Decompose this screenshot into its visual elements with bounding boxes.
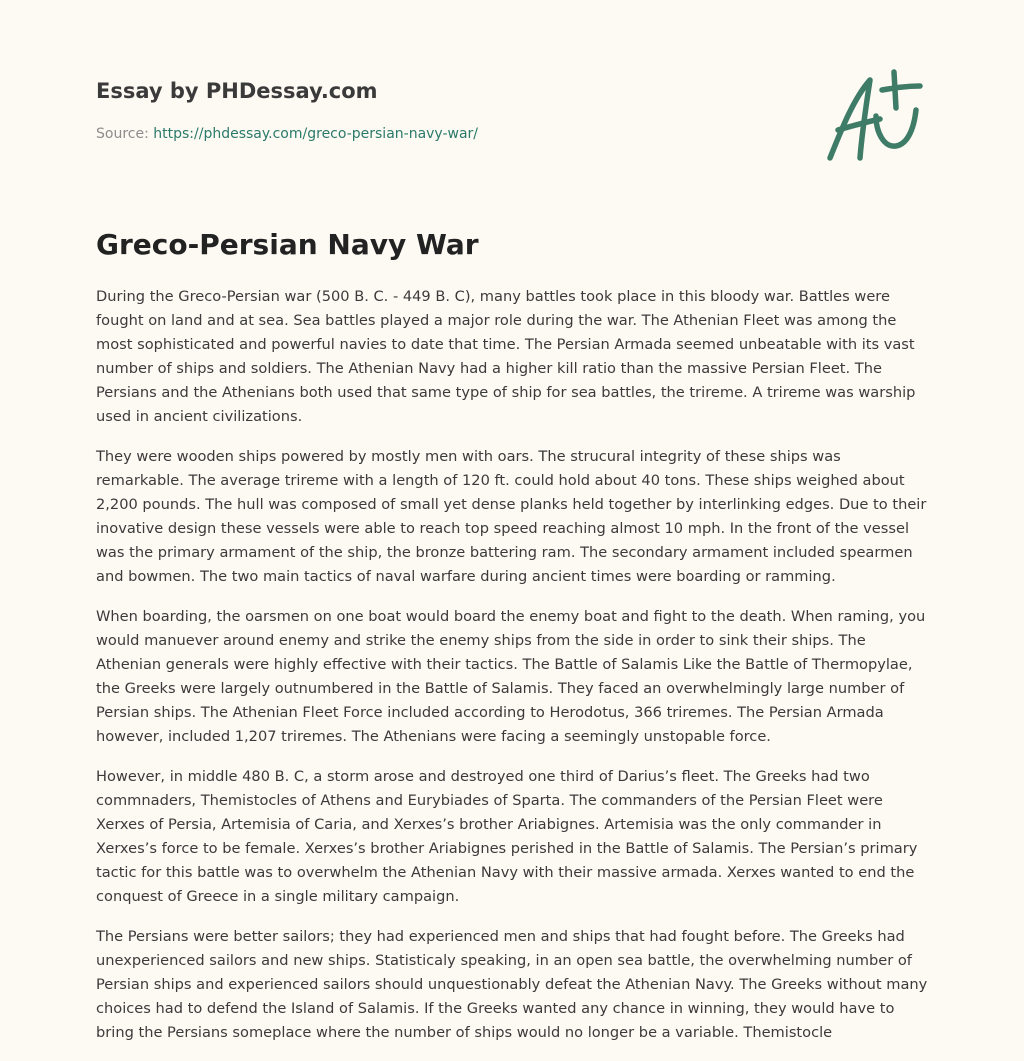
essay-paragraph: However, in middle 480 B. C, a storm arose and destroyed one third of Darius’s fleet. The Greeks had two commnaders, Themistocles of Athens and Eurybiades of Sparta. The commanders of the Persian Fleet were Xerxes of Persia, Artemisia of Caria, and Xerxes’s brother Ariabignes. Artemisia was the only commander in Xerxes’s force to be female. Xerxes’s brother Ariabignes perished in the Battle of Salamis. The Persian’s primary tactic for this battle was to overwhelm the Athenian Navy with their massive armada. Xerxes wanted to end the conquest of Greece in a single military campaign. [96, 768, 918, 905]
site-title: Essay by PHDessay.com [96, 79, 378, 103]
essay-body [96, 285, 930, 1061]
essay-paragraph: They were wooden ships powered by mostly men with oars. The strucural integrity of these ships was remarkable. The average trireme with a length of 120 ft. could hold about 40 tons. These ships weighed about 2,200 pounds. The hull was composed of small yet dense planks held together by interlinking edges. Due to their inovative design these vessels were able to reach top speed reaching almost 10 mph. In the front of the vessel was the primary armament of the ship, the bronze battering ram. The secondary armament included spearmen and bowmen. The two main tactics of naval warfare during ancient times were boarding or ramming. [96, 448, 927, 585]
essay-paragraph: When boarding, the oarsmen on one boat would board the enemy boat and fight to the death. When raming, you would manuever around enemy and strike the enemy ships from the side in order to sink their ships. The Athenian generals were highly effective with their tactics. The Battle of Salamis Like the Battle of Thermopylae, the Greeks were largely outnumbered in the Battle of Salamis. They faced an overwhelmingly large number of Persian ships. The Athenian Fleet Force included according to Herodotus, 366 triremes. The Persian Armada however, included 1,207 triremes. The Athenians were facing a seemingly unstopable force. [96, 608, 926, 745]
source-label: Source: [96, 126, 154, 142]
source-link[interactable]: https://phdessay.com/greco-persian-navy-war/ [153, 126, 479, 142]
source-line [96, 124, 478, 144]
essay-title: Greco-Persian Navy War [96, 228, 479, 261]
essay-paragraph: During the Greco-Persian war (500 B. C. - 449 B. C), many battles took place in this bloody war. Battles were fought on land and at sea. Sea battles played a major role during the war. The Athenian Fleet was among the most sophisticated and powerful navies to date that time. The Persian Armada seemed unbeatable with its vast number of ships and soldiers. The Athenian Navy had a higher kill ratio than the massive Persian Fleet. The Persians and the Athenians both used that same type of ship for sea battles, the trireme. A trireme was warship used in ancient civilizations. [96, 288, 916, 425]
a-plus-logo-icon [820, 66, 930, 166]
essay-paragraph: The Persians were better sailors; they had experienced men and ships that had fought before. The Greeks had unexperienced sailors and new ships. Statisticaly speaking, in an open sea battle, the overwhelming number of Persian ships and experienced sailors should unquestionably defeat the Athenian Navy. The Greeks without many choices had to defend the Island of Salamis. If the Greeks wanted any chance in winning, they would have to bring the Persians someplace where the number of ships would no longer be a variable. Themistocle [96, 928, 928, 1041]
